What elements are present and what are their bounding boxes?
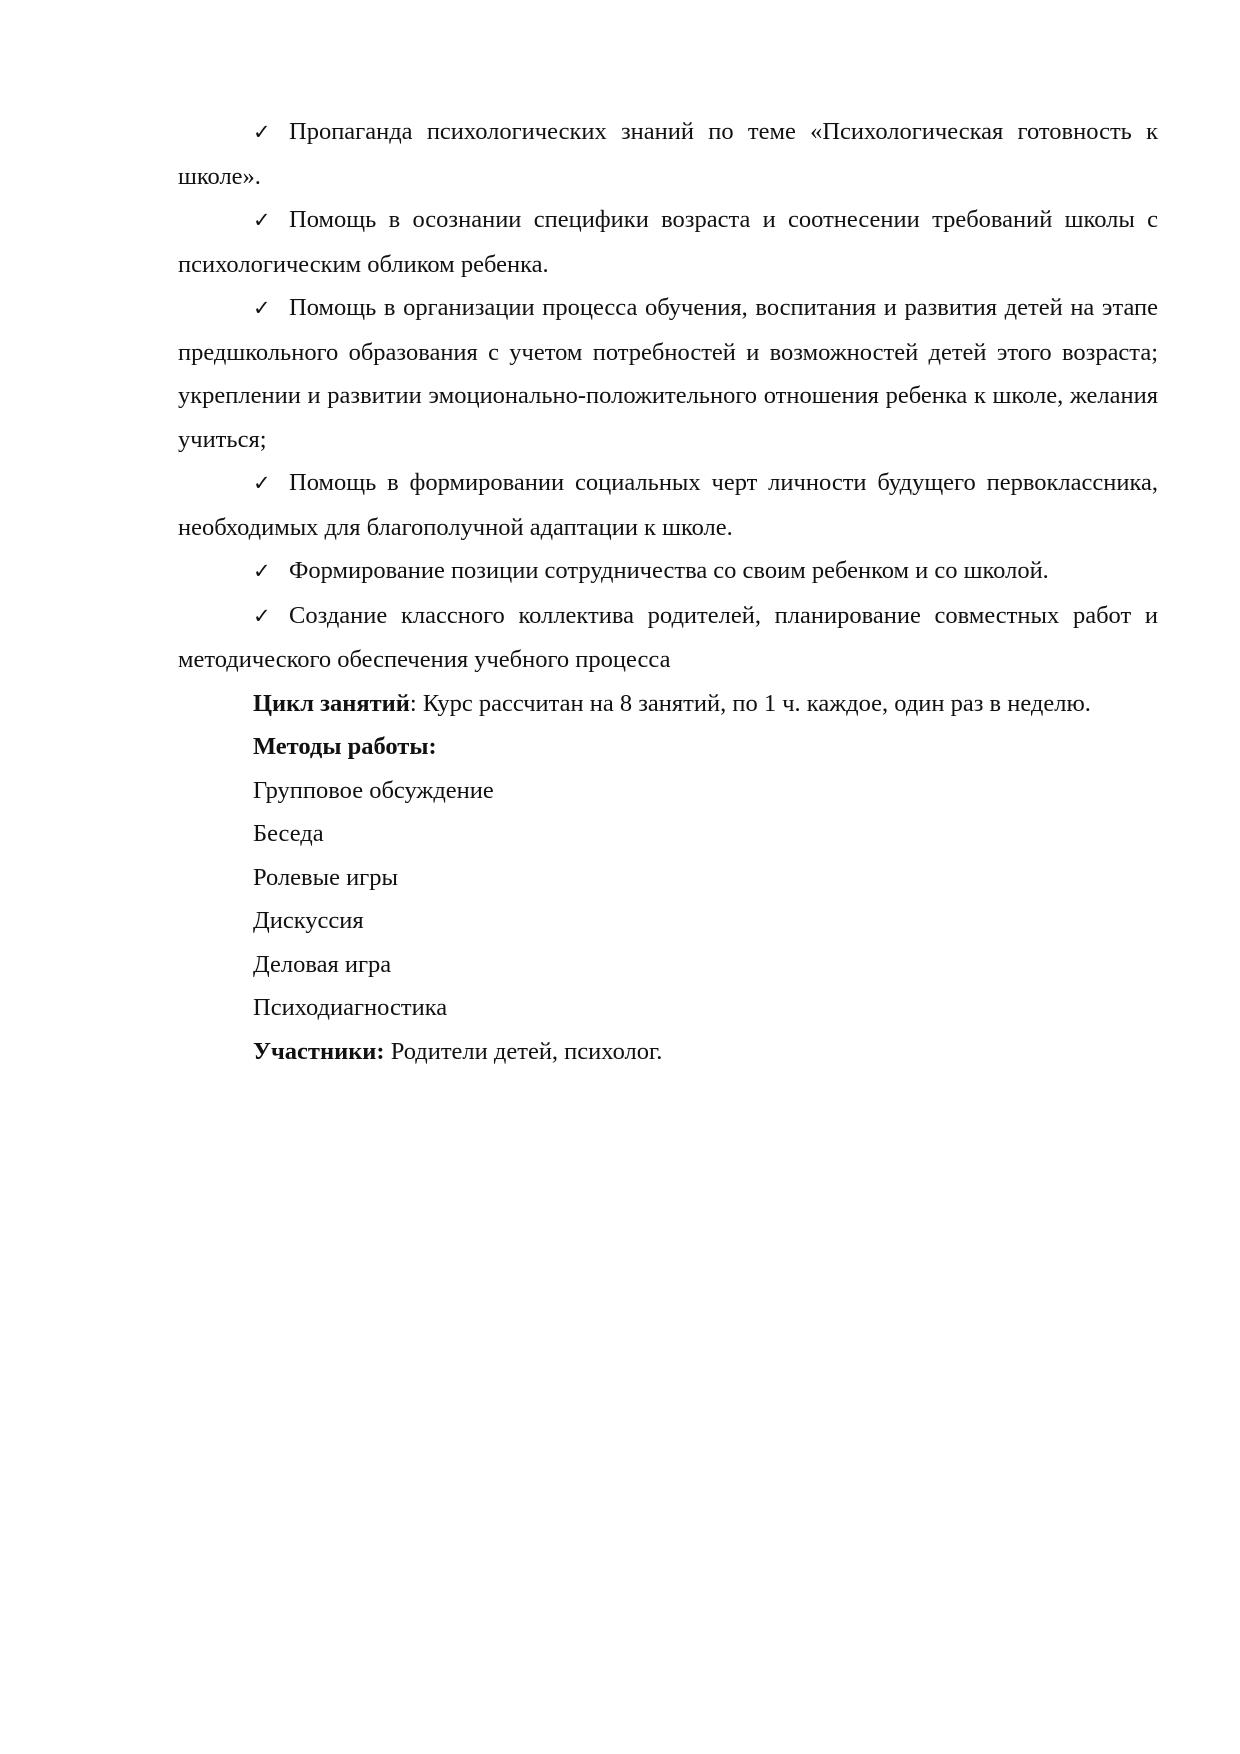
method-item: Беседа <box>253 820 324 847</box>
cycle-label: Цикл занятий <box>253 689 410 717</box>
method-item: Психодиагностика <box>253 994 448 1021</box>
checkmark-icon: ✓ <box>253 120 271 144</box>
participants-paragraph <box>178 1030 1158 1074</box>
goal-item <box>178 461 1158 549</box>
goal-text: Помощь в формировании социальных черт личности будущего первоклассника, необходимых для благополучной адаптации к школе. <box>178 469 1158 541</box>
participants-text: Родители детей, психолог. <box>384 1037 663 1065</box>
checkmark-icon: ✓ <box>253 296 271 320</box>
goal-item <box>178 198 1158 286</box>
page-content <box>178 110 1158 1073</box>
goal-text: Создание классного коллектива родителей, планирование совместных работ и методического обеспечения учебного процесса <box>178 601 1158 673</box>
checkmark-icon: ✓ <box>253 559 271 583</box>
goal-item <box>178 110 1158 198</box>
method-item: Деловая игра <box>253 950 392 978</box>
methods-heading: Методы работы: <box>253 733 437 760</box>
goal-text: Помощь в организации процесса обучения, воспитания и развития детей на этапе предшкольного образования с учетом потребностей и возможностей детей этого возраста; укреплении и развитии эмоционально-положительного отношения ребенка к школе, желания учиться; <box>178 294 1158 453</box>
cycle-text: : Курс рассчитан на 8 занятий, по 1 ч. каждое, один раз в неделю. <box>409 689 1091 717</box>
goal-item <box>178 549 1158 594</box>
method-item: Дискуссия <box>253 907 364 934</box>
goal-item <box>178 286 1158 461</box>
checkmark-icon: ✓ <box>253 471 271 495</box>
cycle-paragraph <box>178 682 1158 726</box>
checkmark-icon: ✓ <box>253 603 271 628</box>
goal-item <box>178 594 1158 682</box>
goal-text: Помощь в осознании специфики возраста и соотнесении требований школы с психологическим обликом ребенка. <box>178 206 1158 278</box>
goal-text: Формирование позиции сотрудничества со своим ребенком и со школой. <box>289 557 1049 584</box>
goal-text: Пропаганда психологических знаний по теме «Психологическая готовность к школе». <box>178 118 1158 190</box>
method-item: Ролевые игры <box>253 863 398 891</box>
participants-label: Участники: <box>253 1037 385 1065</box>
checkmark-icon: ✓ <box>253 208 271 232</box>
method-item: Групповое обсуждение <box>253 776 494 804</box>
